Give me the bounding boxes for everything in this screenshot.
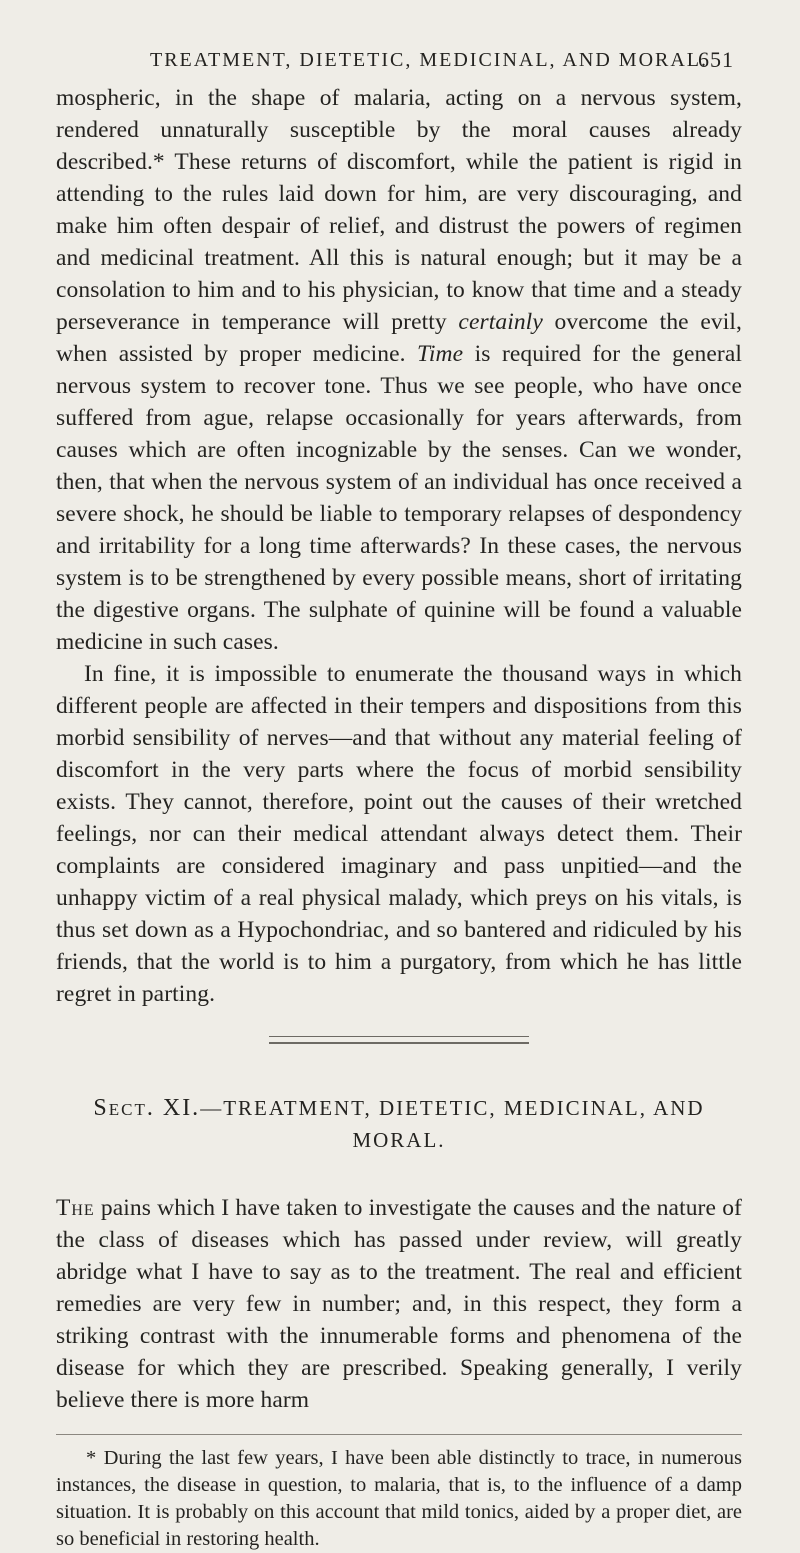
section-heading — [56, 1092, 742, 1156]
section-paragraph-text: pains which I have taken to investigate the causes and the nature of the class of diseases which has passed under review, will greatly abridge what I have to say as to the treatment. The real and efficient remedies are very few in number; and, in this respect, they form a striking contrast with the innumerable forms and phenomena of the disease for which they are prescribed. Speaking generally, I verily believe there is more harm — [56, 1195, 742, 1413]
running-title: TREATMENT, DIETETIC, MEDICINAL, AND MORAL. — [149, 49, 709, 71]
page-number: 651 — [698, 47, 734, 72]
section-lead-word: The — [56, 1195, 95, 1221]
section-number: Sect. XI. — [93, 1095, 201, 1121]
paragraph-continuation — [56, 82, 742, 658]
section-paragraph — [56, 1192, 742, 1416]
section-divider — [269, 1036, 529, 1044]
running-header — [56, 44, 742, 76]
emphasis-time: Time — [417, 341, 464, 367]
section-title: —TREATMENT, DIETETIC, MEDICINAL, AND MORAL. — [200, 1096, 705, 1152]
paragraph-text: mospheric, in the shape of malaria, acting on a nervous system, rendered unnaturally susceptible by the moral causes already described.* These returns of discomfort, while the patient is rigid in attending to the rules laid down for him, are very discouraging, and make him often despair of relief, and distrust the powers of regimen and medicinal treatment. All this is natural enough; but it may be a consolation to him and to his physician, to know that time and a steady perseverance in temperance will pretty — [56, 85, 742, 335]
footnote: * During the last few years, I have been able distinctly to trace, in numerous instances, the disease in question, to malaria, that is, to the influence of a damp situation. It is probably on this account that mild tonics, aided by a proper diet, are so beneficial in restoring health. — [56, 1447, 742, 1550]
paragraph-text: is required for the general nervous system to recover tone. Thus we see people, who have once suffered from ague, relapse occasionally for years afterwards, from causes which are often incognizable by the senses. Can we wonder, then, that when the nervous system of an individual has once received a severe shock, he should be liable to temporary relapses of despondency and irritability for a long time afterwards? In these cases, the nervous system is to be strengthened by every possible means, short of irritating the digestive organs. The sulphate of quinine will be found a valuable medicine in such cases. — [56, 341, 742, 655]
paragraph-in-fine: In fine, it is impossible to enumerate the thousand ways in which different people are affected in their tempers and dispositions from this morbid sensibility of nerves—and that without any material feeling of discomfort in the very parts where the focus of morbid sensibility exists. They cannot, therefore, point out the causes of their wretched feelings, nor can their medical attendant always detect them. Their complaints are considered imaginary and pass unpitied—and the unhappy victim of a real physical malady, which preys on his vitals, is thus set down as a Hypochondriac, and so bantered and ridiculed by his friends, that the world is to him a purgatory, from which he has little regret in parting. — [56, 661, 742, 1007]
paragraph-text: overcome the evil, when assisted by proper medicine. — [56, 309, 742, 367]
footnote-rule — [56, 1434, 742, 1435]
emphasis-certainly: certainly — [458, 309, 543, 335]
